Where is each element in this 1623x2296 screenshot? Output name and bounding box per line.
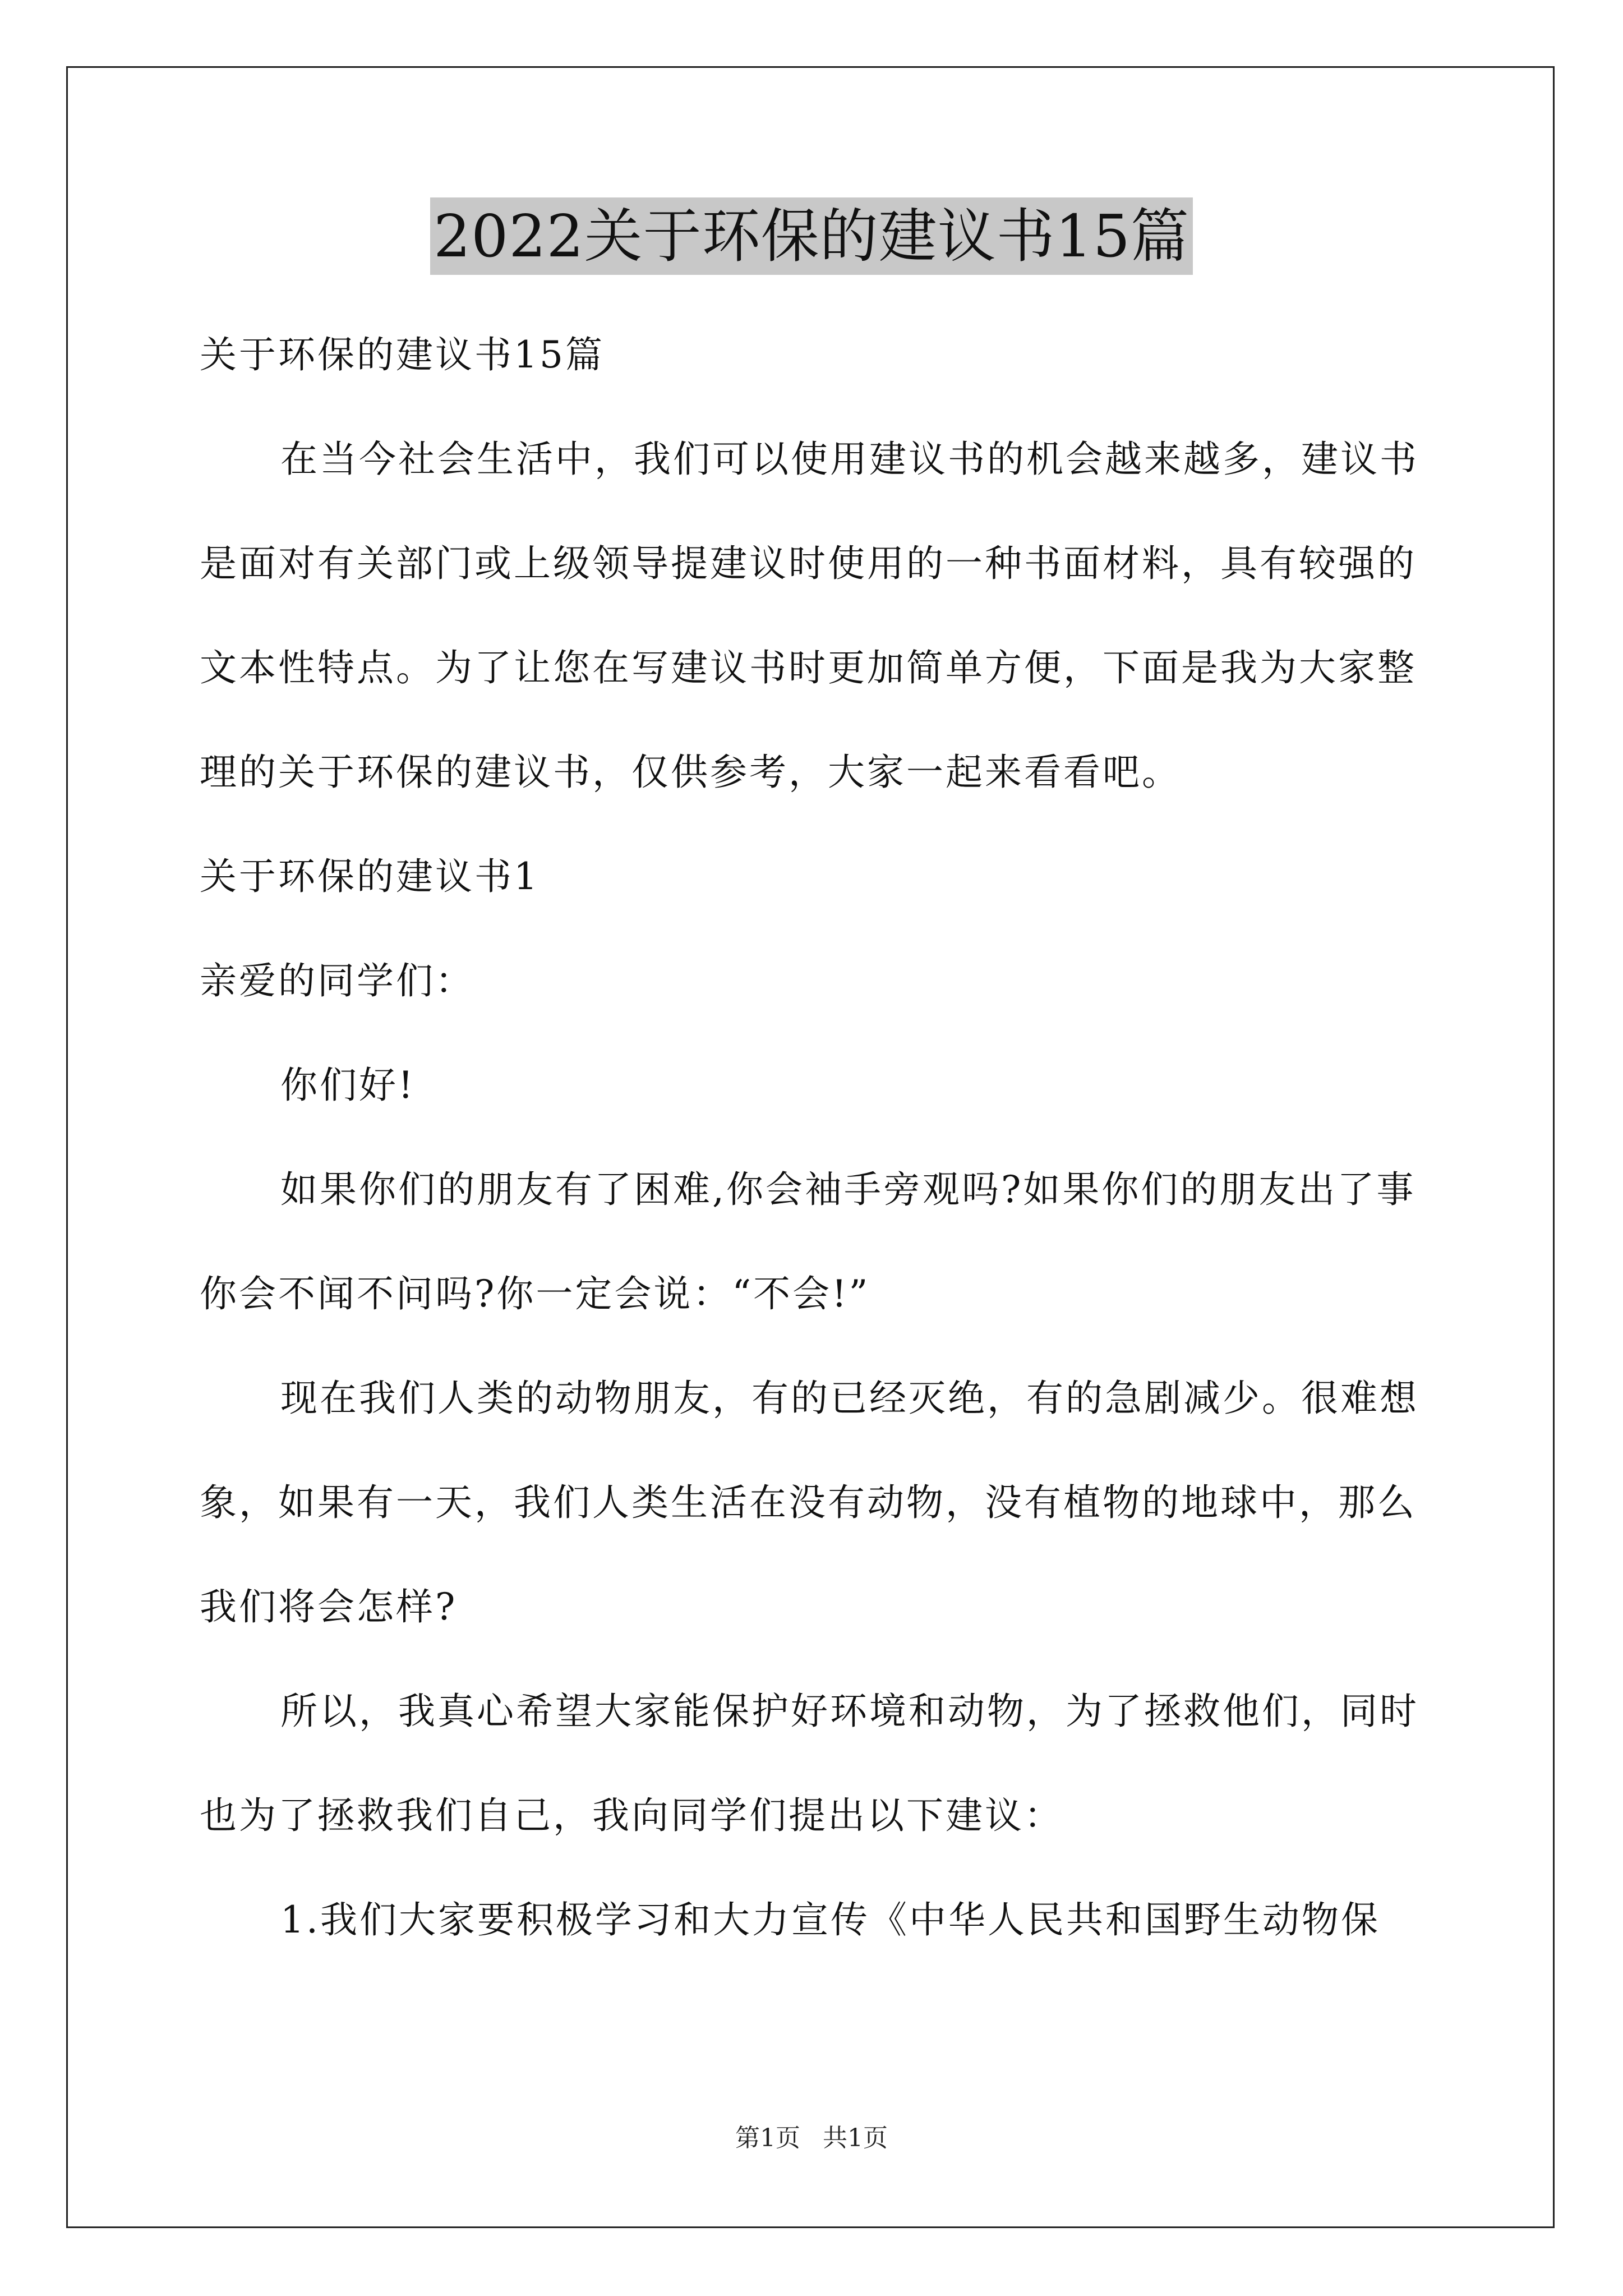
document-title: 2022关于环保的建议书15篇 <box>430 197 1193 275</box>
paragraph-section-heading: 关于环保的建议书1 <box>200 855 540 898</box>
paragraph-intro: 在当今社会生活中，我们可以使用建议书的机会越来越多，建议书是面对有关部门或上级领导提建议时使用的一种书面材料，具有较强的文本性特点。为了让您在写建议书时更加简单方便，下面是我为大家整理的关于环保的建议书，仅供参考，大家一起来看看吧。 <box>200 438 1419 794</box>
page-number: 第1页 <box>735 2124 800 2152</box>
document-body <box>200 303 1428 1972</box>
paragraph-greeting: 你们好! <box>280 1064 416 1107</box>
paragraph-salutation: 亲爱的同学们： <box>200 959 474 1002</box>
title-wrap <box>0 197 1623 275</box>
paragraph-body-3: 所以，我真心希望大家能保护好环境和动物，为了拯救他们，同时也为了拯救我们自己，我向同学们提出以下建议： <box>200 1690 1419 1837</box>
page-footer <box>0 2122 1623 2155</box>
paragraph-subtitle: 关于环保的建议书15篇 <box>200 333 605 376</box>
paragraph-list-item-1: 1.我们大家要积极学习和大力宣传《中华人民共和国野生动物保 <box>280 1898 1380 1941</box>
paragraph-body-1: 如果你们的朋友有了困难,你会袖手旁观吗?如果你们的朋友出了事你会不闻不问吗?你一定会说：“不会!” <box>200 1168 1416 1315</box>
page-total: 共1页 <box>823 2124 888 2152</box>
paragraph-body-2: 现在我们人类的动物朋友，有的已经灭绝，有的急剧减少。很难想象，如果有一天，我们人类生活在没有动物，没有植物的地球中，那么我们将会怎样? <box>200 1377 1419 1628</box>
